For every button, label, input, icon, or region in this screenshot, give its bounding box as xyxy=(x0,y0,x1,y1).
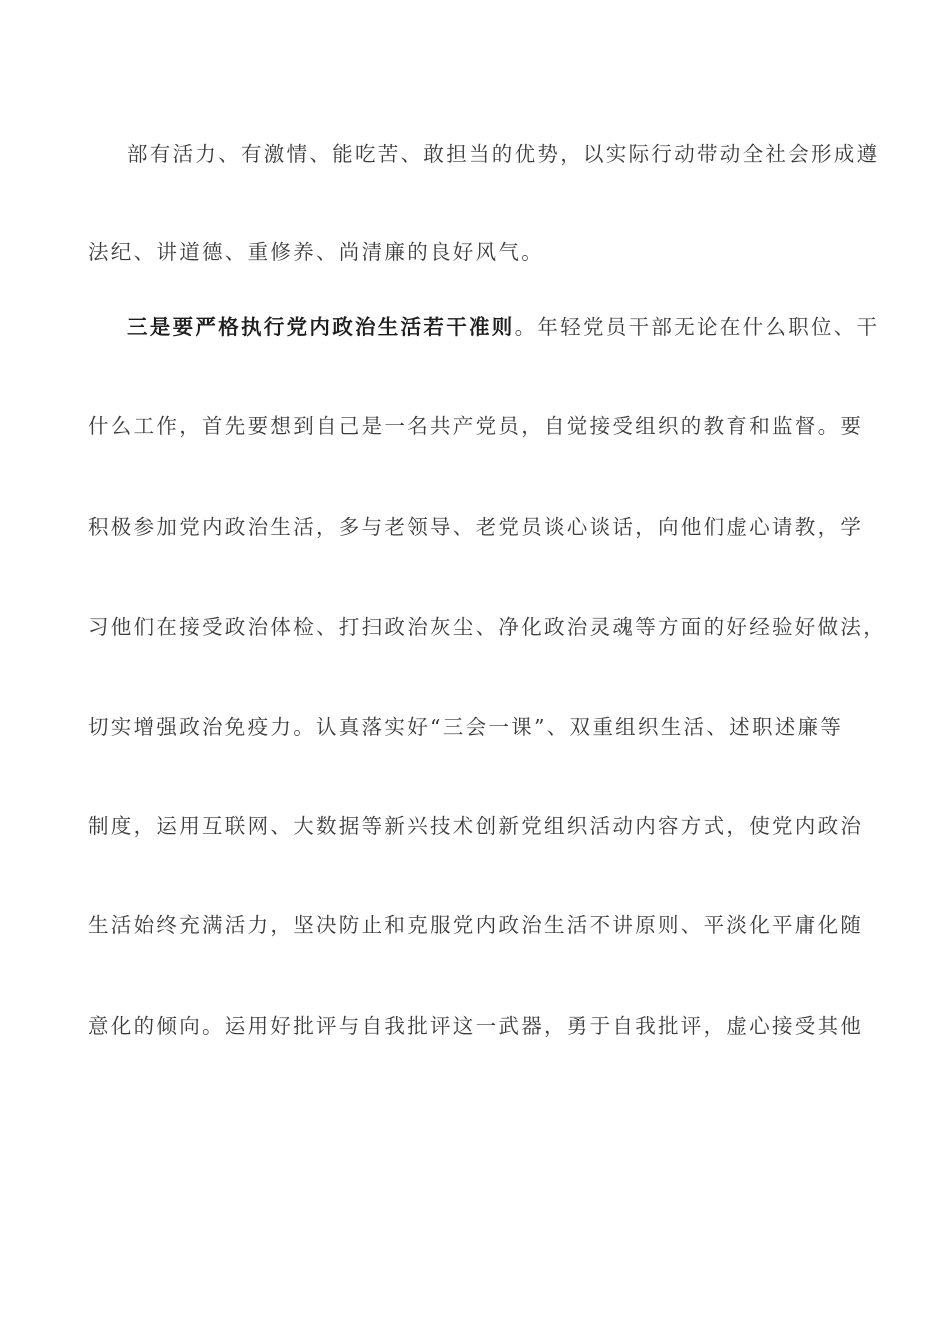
paragraph-line-9: 生活始终充满活力，坚决防止和克服党内政治生活不讲原则、平淡化平庸化随 xyxy=(88,913,864,937)
bold-heading: 三是要严格执行党内政治生活若干准则 xyxy=(127,315,515,339)
paragraph-line-4: 什么工作，首先要想到自己是一名共产党员，自觉接受组织的教育和监督。要 xyxy=(88,414,864,438)
paragraph-line-8: 制度，运用互联网、大数据等新兴技术创新党组织活动内容方式，使党内政治 xyxy=(88,814,864,838)
paragraph-line-1: 部有活力、有激情、能吃苦、敢担当的优势，以实际行动带动全社会形成遵 xyxy=(127,142,880,166)
heading-continuation: 。年轻党员干部无论在什么职位、干 xyxy=(514,315,880,339)
paragraph-heading-line xyxy=(127,313,880,341)
paragraph-line-5: 积极参加党内政治生活，多与老领导、老党员谈心谈话，向他们虚心请教，学 xyxy=(88,515,864,539)
paragraph-line-7: 切实增强政治免疫力。认真落实好“三会一课”、双重组织生活、述职述廉等 xyxy=(88,715,844,739)
paragraph-line-6: 习他们在接受政治体检、打扫政治灰尘、净化政治灵魂等方面的好经验好做法， xyxy=(88,615,886,639)
paragraph-line-2: 法纪、讲道德、重修养、尚清廉的良好风气。 xyxy=(88,240,544,264)
paragraph-line-10: 意化的倾向。运用好批评与自我批评这一武器，勇于自我批评，虚心接受其他 xyxy=(88,1014,864,1038)
